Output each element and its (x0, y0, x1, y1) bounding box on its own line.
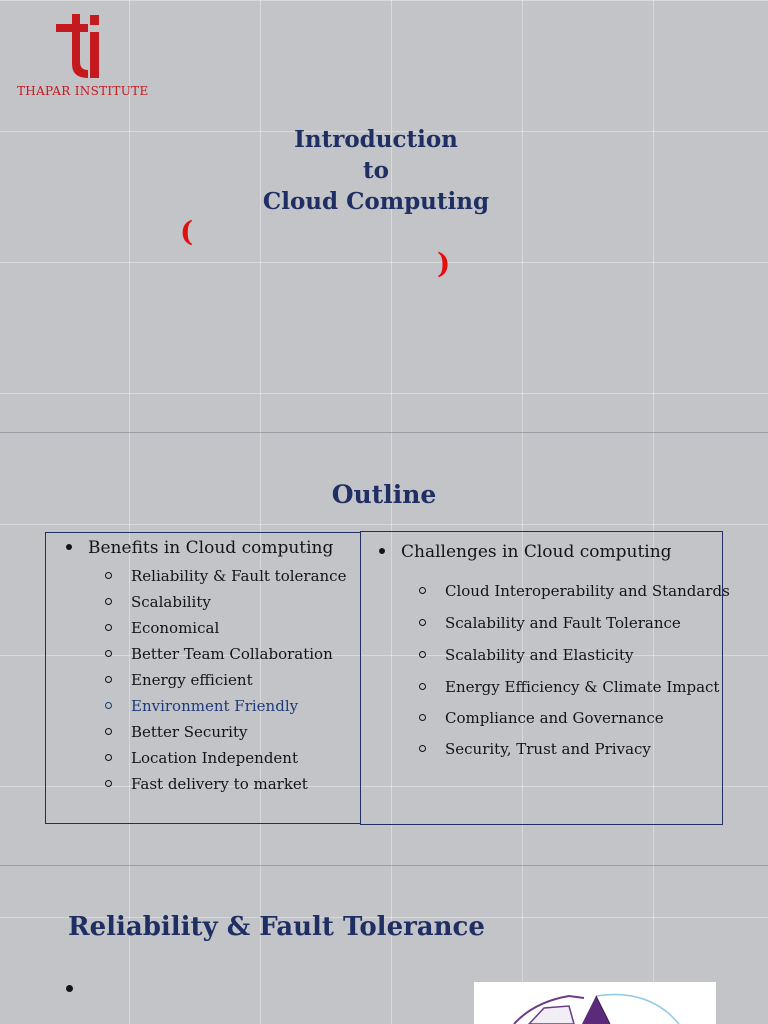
benefit-item: Location Independent (105, 749, 298, 767)
circle-bullet-icon (419, 651, 426, 658)
logo-caption: THAPAR INSTITUTE (17, 84, 149, 98)
circle-bullet-icon (105, 676, 112, 683)
circle-bullet-icon (105, 598, 112, 605)
circle-bullet-icon (105, 624, 112, 631)
benefit-item: Energy efficient (105, 671, 253, 689)
circle-bullet-icon (105, 702, 112, 709)
benefit-item: Reliability & Fault tolerance (105, 567, 346, 585)
circle-bullet-icon (419, 683, 426, 690)
bullet-icon (66, 985, 73, 992)
benefit-item: Environment Friendly (105, 697, 298, 715)
benefit-item: Economical (105, 619, 219, 637)
benefit-item: Better Security (105, 723, 247, 741)
slide-divider (0, 432, 768, 433)
benefits-heading: Benefits in Cloud computing (66, 538, 333, 558)
fault-tolerance-diagram-icon (474, 982, 716, 1024)
close-paren: ) (437, 247, 451, 280)
open-paren: ( (180, 215, 194, 248)
bullet-icon (379, 548, 385, 554)
thapar-logo-icon (50, 12, 106, 82)
challenge-item: Cloud Interoperability and Standards (419, 582, 730, 600)
circle-bullet-icon (105, 754, 112, 761)
challenge-item: Scalability and Elasticity (419, 646, 634, 664)
bullet-icon (66, 544, 72, 550)
title-line-3: Cloud Computing (262, 188, 490, 215)
challenges-heading: Challenges in Cloud computing (379, 542, 672, 562)
circle-bullet-icon (105, 780, 112, 787)
circle-bullet-icon (419, 714, 426, 721)
challenge-item: Compliance and Governance (419, 709, 664, 727)
circle-bullet-icon (105, 572, 112, 579)
circle-bullet-icon (105, 650, 112, 657)
benefit-item: Better Team Collaboration (105, 645, 333, 663)
benefit-item: Fast delivery to market (105, 775, 308, 793)
circle-bullet-icon (419, 619, 426, 626)
challenge-item: Security, Trust and Privacy (419, 740, 651, 758)
challenge-item: Scalability and Fault Tolerance (419, 614, 681, 632)
reliability-title: Reliability & Fault Tolerance (68, 912, 485, 942)
title-line-1: Introduction (294, 126, 458, 153)
circle-bullet-icon (419, 587, 426, 594)
outline-title: Outline (331, 480, 437, 509)
slide-divider (0, 865, 768, 866)
benefit-item: Scalability (105, 593, 211, 611)
circle-bullet-icon (105, 728, 112, 735)
title-line-2: to (363, 157, 389, 184)
challenge-item: Energy Efficiency & Climate Impact (419, 678, 719, 696)
circle-bullet-icon (419, 745, 426, 752)
